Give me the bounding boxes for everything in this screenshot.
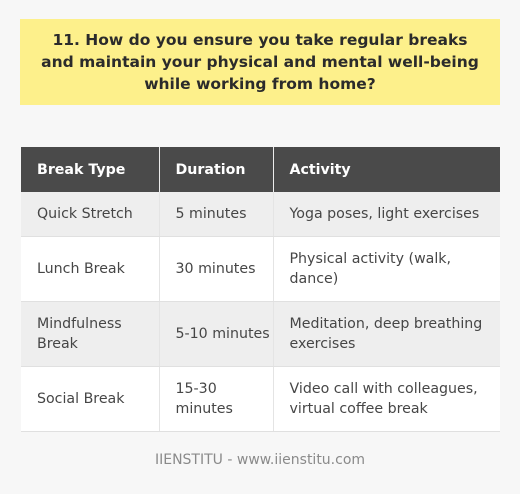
- breaks-table: [21, 147, 500, 432]
- cell-activity: Yoga poses, light exercises: [273, 192, 500, 236]
- cell-break-type: Mindfulness Break: [21, 301, 159, 366]
- table-header: [21, 147, 500, 192]
- question-title: 11. How do you ensure you take regular breaks and maintain your physical and mental well-being while working from home?: [41, 31, 479, 93]
- cell-duration: 5 minutes: [159, 192, 273, 236]
- table-row: [21, 192, 500, 236]
- header-activity: Activity: [273, 147, 500, 192]
- cell-duration: 15-30 minutes: [159, 366, 273, 431]
- cell-duration: 30 minutes: [159, 236, 273, 301]
- cell-break-type: Social Break: [21, 366, 159, 431]
- header-duration: Duration: [159, 147, 273, 192]
- question-box: [20, 19, 500, 105]
- footer-credit: IIENSTITU - www.iienstitu.com: [154, 452, 366, 468]
- header-row: [21, 147, 500, 192]
- cell-activity: Meditation, deep breathing exercises: [273, 301, 500, 366]
- cell-break-type: Lunch Break: [21, 236, 159, 301]
- table-body: [21, 192, 500, 431]
- table-row: [21, 236, 500, 301]
- table-row: [21, 366, 500, 431]
- cell-activity: Video call with colleagues, virtual coffee break: [273, 366, 500, 431]
- header-break-type: Break Type: [21, 147, 159, 192]
- cell-activity: Physical activity (walk, dance): [273, 236, 500, 301]
- cell-break-type: Quick Stretch: [21, 192, 159, 236]
- table-row: [21, 301, 500, 366]
- cell-duration: 5-10 minutes: [159, 301, 273, 366]
